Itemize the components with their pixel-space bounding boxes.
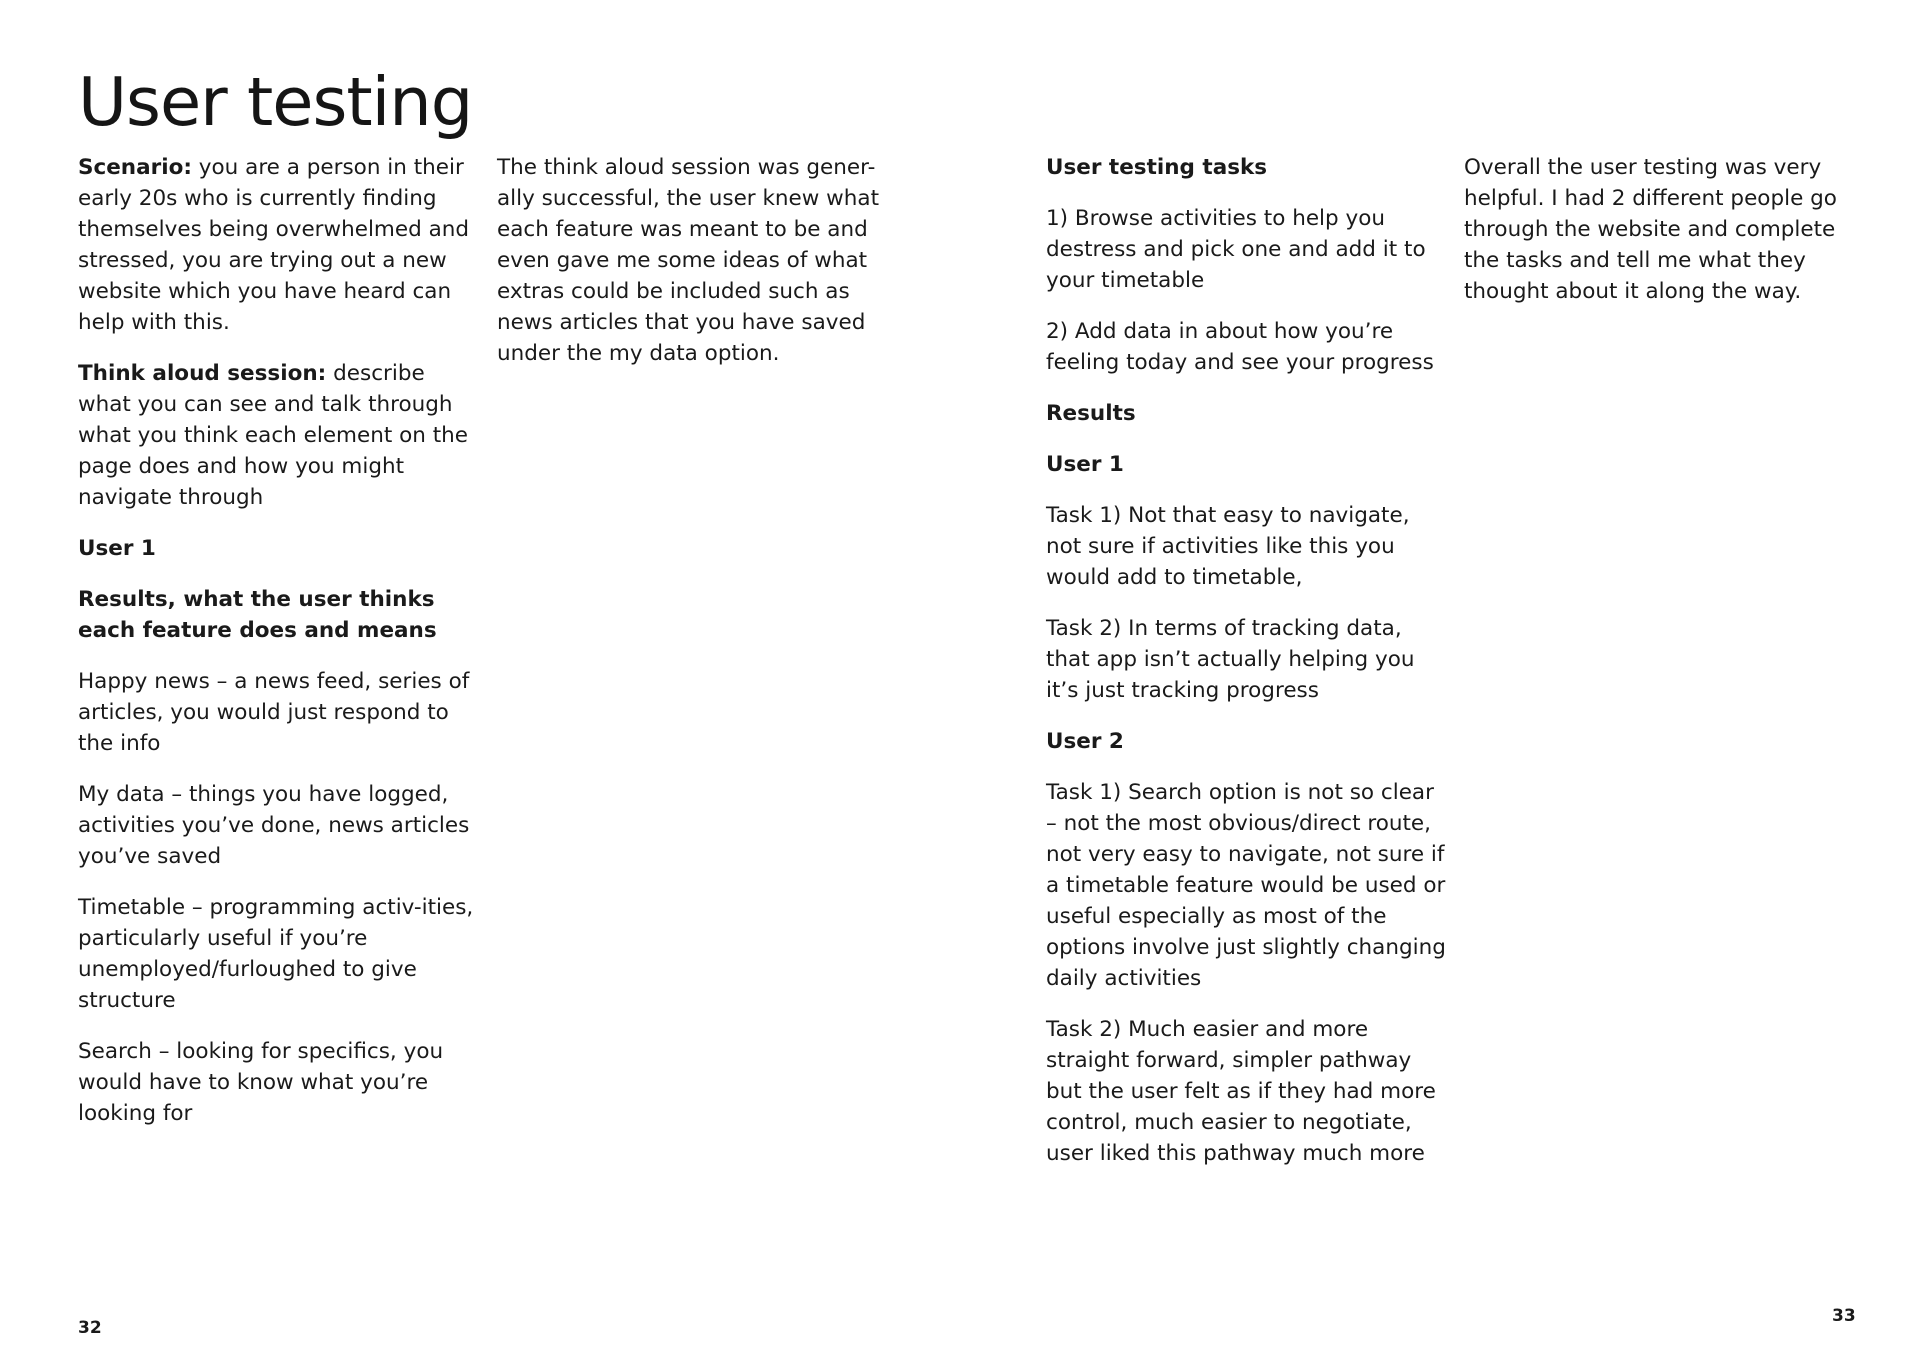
- think-aloud-paragraph: [78, 358, 478, 513]
- right-column-2: [1464, 152, 1864, 327]
- user2-task1-result: Task 1) Search option is not so clear – not the most obvious/direct route, not very easy to navigate, not sure if a timetable feature would be used or useful especially as most of the options involve just slightly changing daily activities: [1046, 780, 1446, 991]
- task-2: 2) Add data in about how you’re feeling today and see your progress: [1046, 319, 1434, 375]
- results-heading: Results: [1046, 401, 1136, 426]
- user1-heading: User 1: [78, 536, 156, 561]
- results-user2-heading: User 2: [1046, 729, 1124, 754]
- think-aloud-text: describe what you can see and talk through what you think each element on the page does and how you might navigate through: [78, 361, 469, 510]
- page-title: User testing: [78, 63, 473, 141]
- timetable-paragraph: Timetable – programming activ-ities, particularly useful if you’re unemployed/furloughed to give structure: [78, 895, 474, 1013]
- think-aloud-label: Think aloud session:: [78, 361, 327, 386]
- overall-summary: Overall the user testing was very helpful. I had 2 different people go through the website and complete the tasks and tell me what they thought about it along the way.: [1464, 155, 1837, 304]
- happy-news-paragraph: Happy news – a news feed, series of articles, you would just respond to the info: [78, 669, 470, 756]
- left-column-2: [497, 152, 892, 389]
- results-feature-heading: Results, what the user thinks each feature does and means: [78, 587, 437, 643]
- right-column-1: [1046, 152, 1446, 1189]
- my-data-paragraph: My data – things you have logged, activities you’ve done, news articles you’ve saved: [78, 782, 470, 869]
- results-user1-heading: User 1: [1046, 452, 1124, 477]
- scenario-text: you are a person in their early 20s who is currently finding themselves being overwhelmed and stressed, you are trying out a new website which you have heard can help with this.: [78, 155, 470, 335]
- think-aloud-summary: The think aloud session was gener-ally successful, the user knew what each feature was meant to be and even gave me some ideas of what extras could be included such as news articles that you have saved under the my data option.: [497, 155, 880, 366]
- user1-task2-result: Task 2) In terms of tracking data, that app isn’t actually helping you it’s just tracking progress: [1046, 616, 1415, 703]
- task-1: 1) Browse activities to help you destress and pick one and add it to your timetable: [1046, 206, 1426, 293]
- page-number-right: 33: [1832, 1306, 1856, 1326]
- user1-task1-result: Task 1) Not that easy to navigate, not sure if activities like this you would add to timetable,: [1046, 503, 1410, 590]
- page-number-left: 32: [78, 1318, 102, 1338]
- user2-task2-result: Task 2) Much easier and more straight forward, simpler pathway but the user felt as if they had more control, much easier to negotiate, user liked this pathway much more: [1046, 1017, 1436, 1166]
- search-paragraph: Search – looking for specifics, you would have to know what you’re looking for: [78, 1039, 444, 1126]
- tasks-heading: User testing tasks: [1046, 155, 1268, 180]
- scenario-paragraph: [78, 152, 478, 338]
- left-column-1: [78, 152, 478, 1149]
- scenario-label: Scenario:: [78, 155, 192, 180]
